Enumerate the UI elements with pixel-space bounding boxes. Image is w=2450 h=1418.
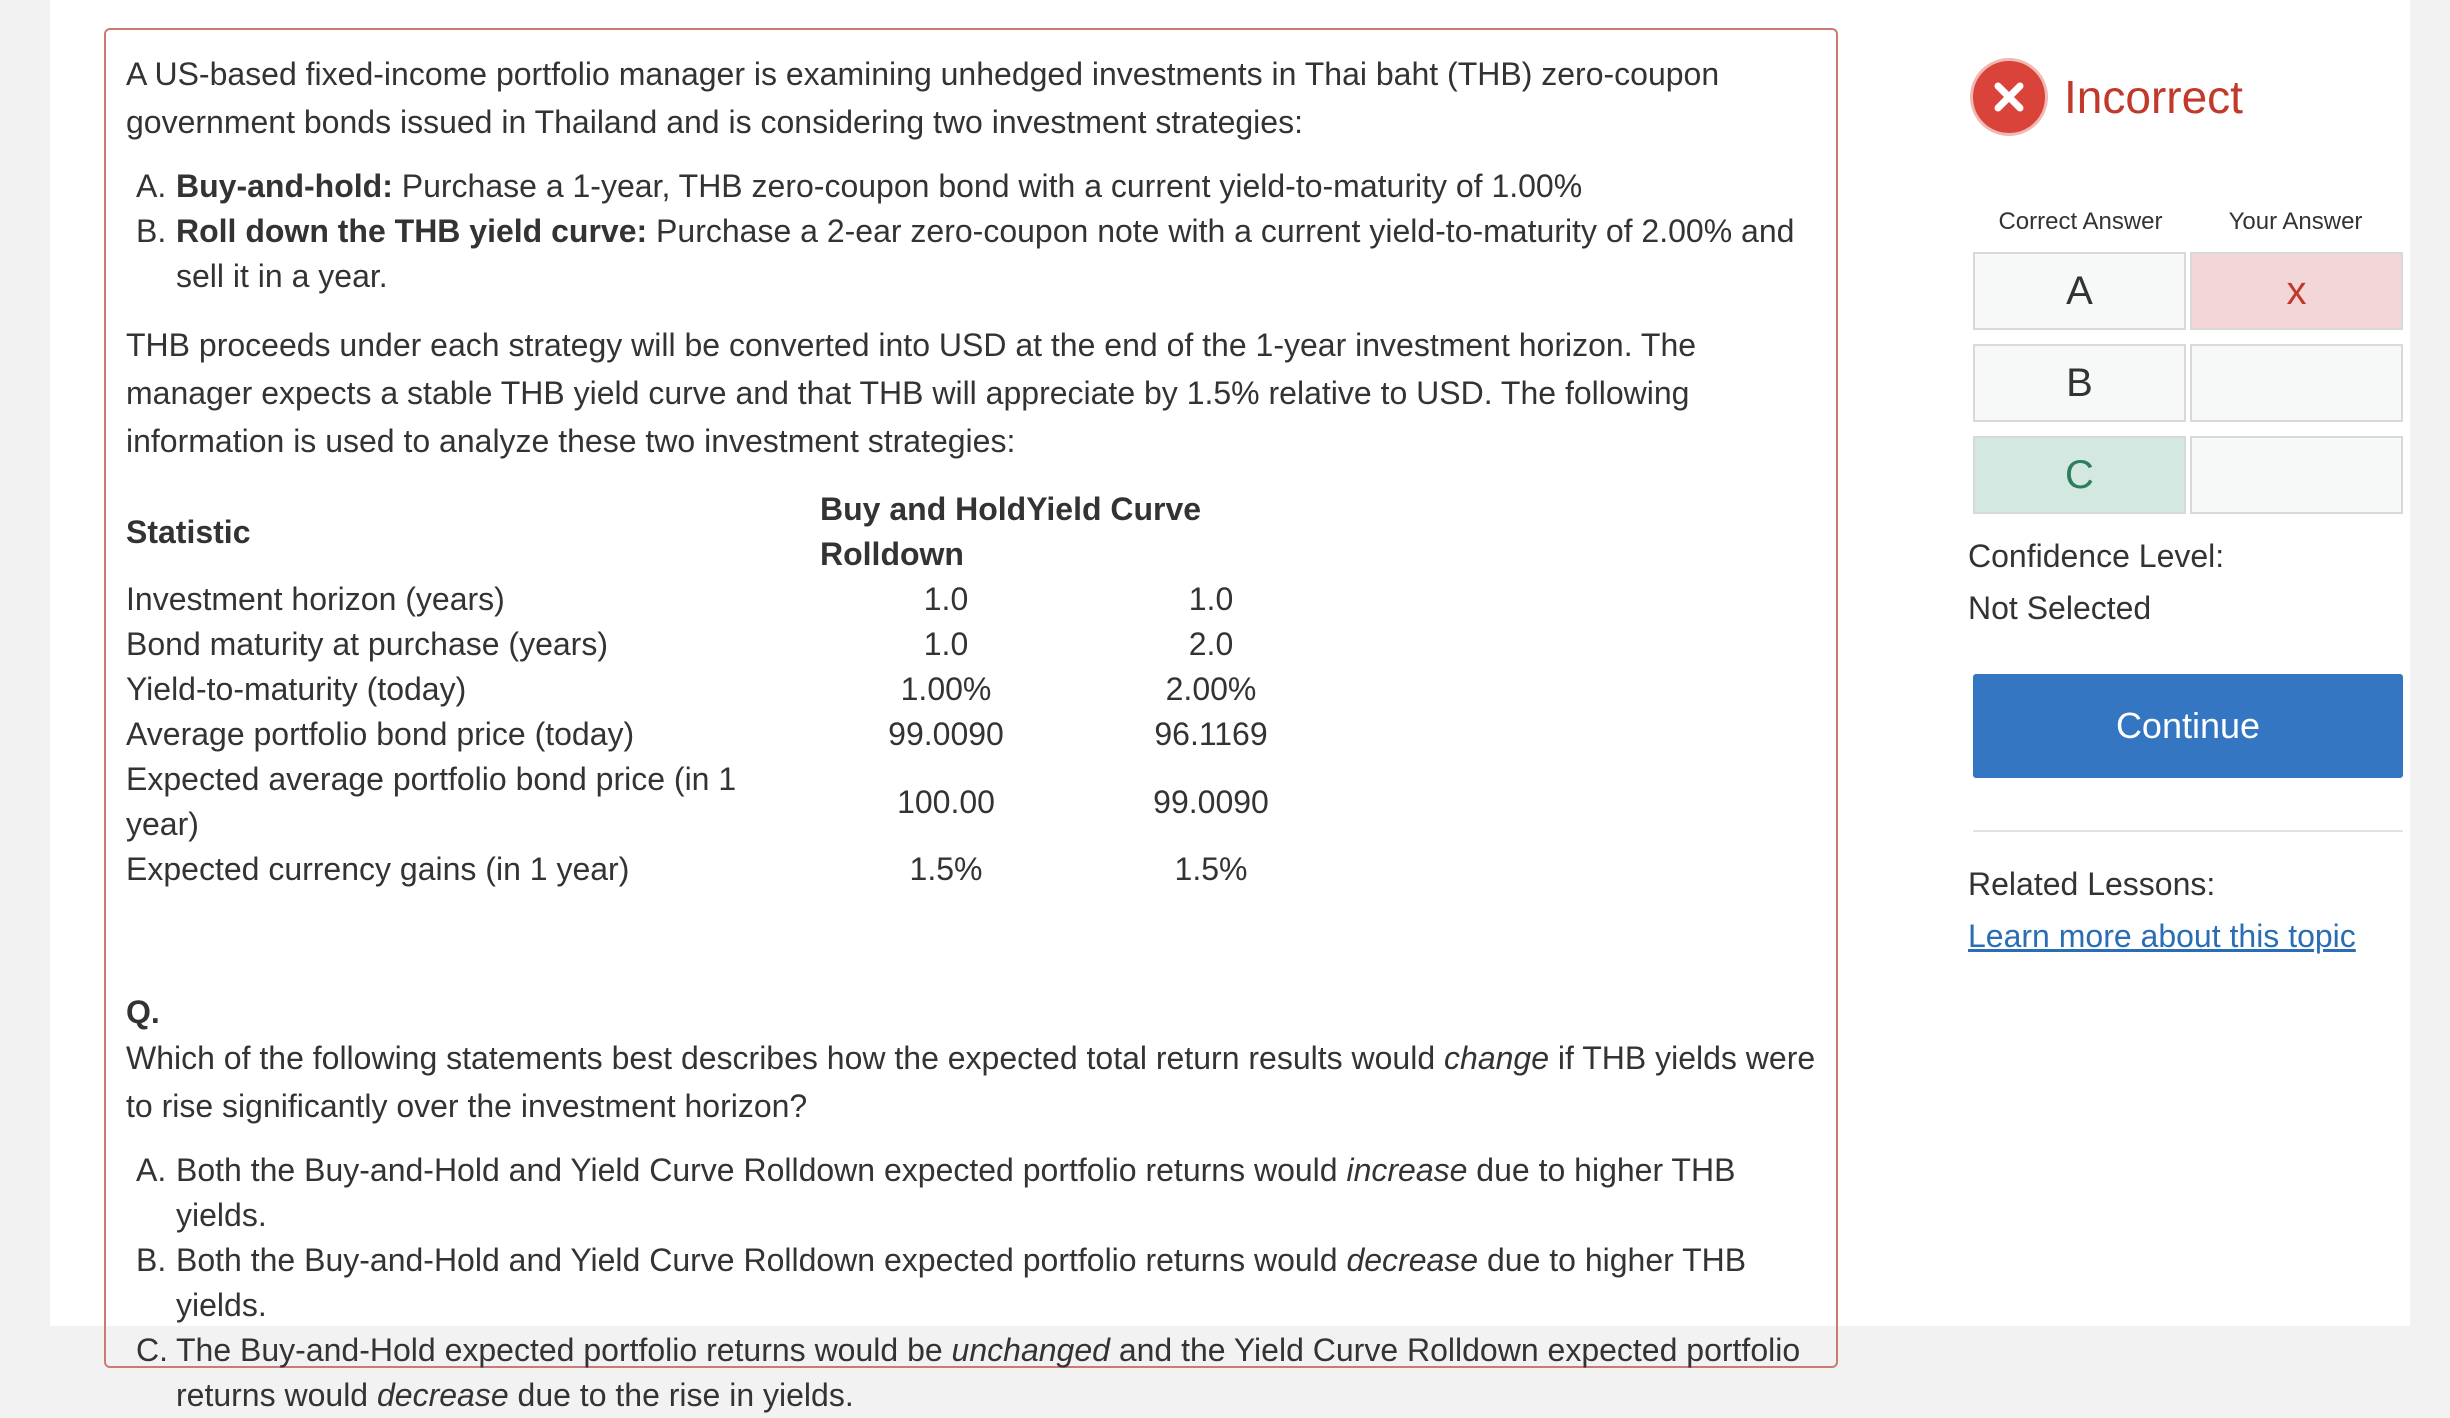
strategy-text (176, 209, 1818, 299)
table-cell: 96.1169 (1154, 716, 1268, 752)
header-buy-hold: Buy and Hold (820, 491, 1027, 527)
answer-text-part: The Buy-and-Hold expected portfolio returns would be (176, 1332, 952, 1368)
answer-text-part: and the Yield Curve Rolldown expected portfolio returns would (176, 1332, 1801, 1413)
question-context: THB proceeds under each strategy will be converted into USD at the end of the 1-year investment horizon. The manager expects a stable THB yield curve and that THB will appreciate by 1.5% relative to USD. The following information is used to analyze these two investment strategies: (126, 327, 1697, 459)
table-row (126, 757, 1346, 847)
strategy-letter: B. (136, 213, 167, 249)
correct-answer-cell: B (1973, 344, 2186, 422)
answer-text-part: Both the Buy-and-Hold and Yield Curve Rolldown expected portfolio returns would (176, 1152, 1347, 1188)
table-cell: Investment horizon (years) (126, 581, 505, 617)
incorrect-icon (1970, 58, 2048, 136)
question-text-after: if THB yields were to rise significantly over the investment horizon? (126, 1040, 1816, 1124)
table-row (126, 622, 1346, 667)
table-row (126, 847, 1346, 892)
table-cell: Bond maturity at purchase (years) (126, 626, 608, 662)
strategy-desc: Purchase a 1-year, THB zero-coupon bond with a current yield-to-maturity of 1.00% (401, 168, 1583, 204)
table-cell: 1.0 (923, 581, 969, 617)
table-cell: Expected average portfolio bond price (in 1 year) (126, 761, 737, 842)
your-answer-cell: x (2190, 252, 2403, 330)
table-cell: 1.0 (1188, 581, 1234, 617)
table-header (816, 487, 1346, 577)
continue-button[interactable]: Continue (1973, 674, 2403, 778)
your-answer-header: Your Answer (2228, 208, 2363, 235)
answer-text (176, 1328, 1818, 1418)
question-intro: A US-based fixed-income portfolio manager is examining unhedged investments in Thai baht (THB) zero-coupon government bonds issued in Thailand and is considering two investment strategies: (126, 56, 1720, 140)
strategy-title: Buy-and-hold: (176, 168, 393, 204)
answer-grid-row (1973, 344, 2403, 422)
header-rolldown: Yield Curve Rolldown (820, 491, 1202, 572)
answer-option (136, 1328, 1818, 1418)
correct-answer-cell: C (1973, 436, 2186, 514)
question-text (126, 1034, 1818, 1130)
table-cell: 99.0090 (1153, 783, 1269, 820)
answer-text-part: due to higher THB yields. (176, 1242, 1747, 1323)
related-lessons (1968, 858, 2356, 962)
table-cell: 1.5% (1174, 851, 1248, 887)
table-cell: 1.5% (909, 851, 983, 887)
answer-list (136, 1148, 1818, 1418)
answer-letter: C. (136, 1332, 168, 1368)
strategy-list (136, 164, 1818, 299)
answer-emphasis: decrease (1346, 1242, 1479, 1278)
table-cell: Yield-to-maturity (today) (126, 671, 467, 707)
answer-option (136, 1148, 1818, 1238)
answer-text (176, 1238, 1818, 1328)
correct-answer-cell: A (1973, 252, 2186, 330)
answer-text (176, 1148, 1818, 1238)
table-header-row (126, 487, 1346, 577)
table-cell: 100.00 (897, 783, 995, 820)
table-cell: Average portfolio bond price (today) (126, 716, 635, 752)
confidence-label: Confidence Level: (1968, 538, 2225, 574)
statistics-table (126, 487, 1346, 892)
table-cell: 99.0090 (888, 716, 1004, 752)
strategy-text (176, 164, 1818, 209)
question-text-before: Which of the following statements best describes how the expected total return results would (126, 1040, 1445, 1076)
answer-option (136, 1238, 1818, 1328)
table-row (126, 712, 1346, 757)
strategy-desc: Purchase a 2-ear zero-coupon note with a current yield-to-maturity of 2.00% and sell it in a year. (176, 213, 1795, 294)
table-cell: Expected currency gains (in 1 year) (126, 851, 630, 887)
question-panel (104, 28, 1838, 1413)
table-row (126, 667, 1346, 712)
result-status (1970, 58, 2243, 136)
strategy-item (136, 209, 1818, 299)
answer-grid-row (1973, 252, 2403, 330)
strategy-letter: A. (136, 168, 167, 204)
your-answer-cell (2190, 344, 2403, 422)
strategy-title: Roll down the THB yield curve: (176, 213, 648, 249)
answer-grid-headers (1973, 208, 2403, 236)
learn-more-link[interactable]: Learn more about this topic (1968, 918, 2356, 954)
answer-grid-row (1973, 436, 2403, 514)
page (50, 0, 2410, 1413)
question-text-emphasis: change (1444, 1040, 1549, 1076)
your-answer-cell (2190, 436, 2403, 514)
table-cell: 1.00% (900, 671, 992, 707)
correct-answer-header: Correct Answer (1998, 208, 2163, 235)
answer-emphasis: unchanged (951, 1332, 1110, 1368)
table-header: Statistic (126, 513, 251, 550)
answer-letter: A. (136, 1152, 167, 1188)
confidence-value: Not Selected (1968, 590, 2152, 626)
answer-text-part: Both the Buy-and-Hold and Yield Curve Rolldown expected portfolio returns would (176, 1242, 1347, 1278)
status-label: Incorrect (2064, 71, 2243, 123)
answer-emphasis: decrease (376, 1377, 509, 1413)
table-cell: 2.0 (1188, 626, 1234, 662)
related-lessons-label: Related Lessons: (1968, 866, 2216, 902)
answer-text-part: due to the rise in yields. (508, 1377, 854, 1413)
answer-text-part: due to higher THB yields. (176, 1152, 1736, 1233)
strategy-item (136, 164, 1818, 209)
answer-emphasis: increase (1346, 1152, 1468, 1188)
answer-grid (1973, 252, 2403, 528)
divider (1973, 830, 2403, 832)
table-cell: 2.00% (1165, 671, 1257, 707)
question-label: Q. (126, 994, 160, 1030)
table-row (126, 577, 1346, 622)
answer-letter: B. (136, 1242, 167, 1278)
confidence-section (1968, 530, 2224, 634)
table-cell: 1.0 (923, 626, 969, 662)
